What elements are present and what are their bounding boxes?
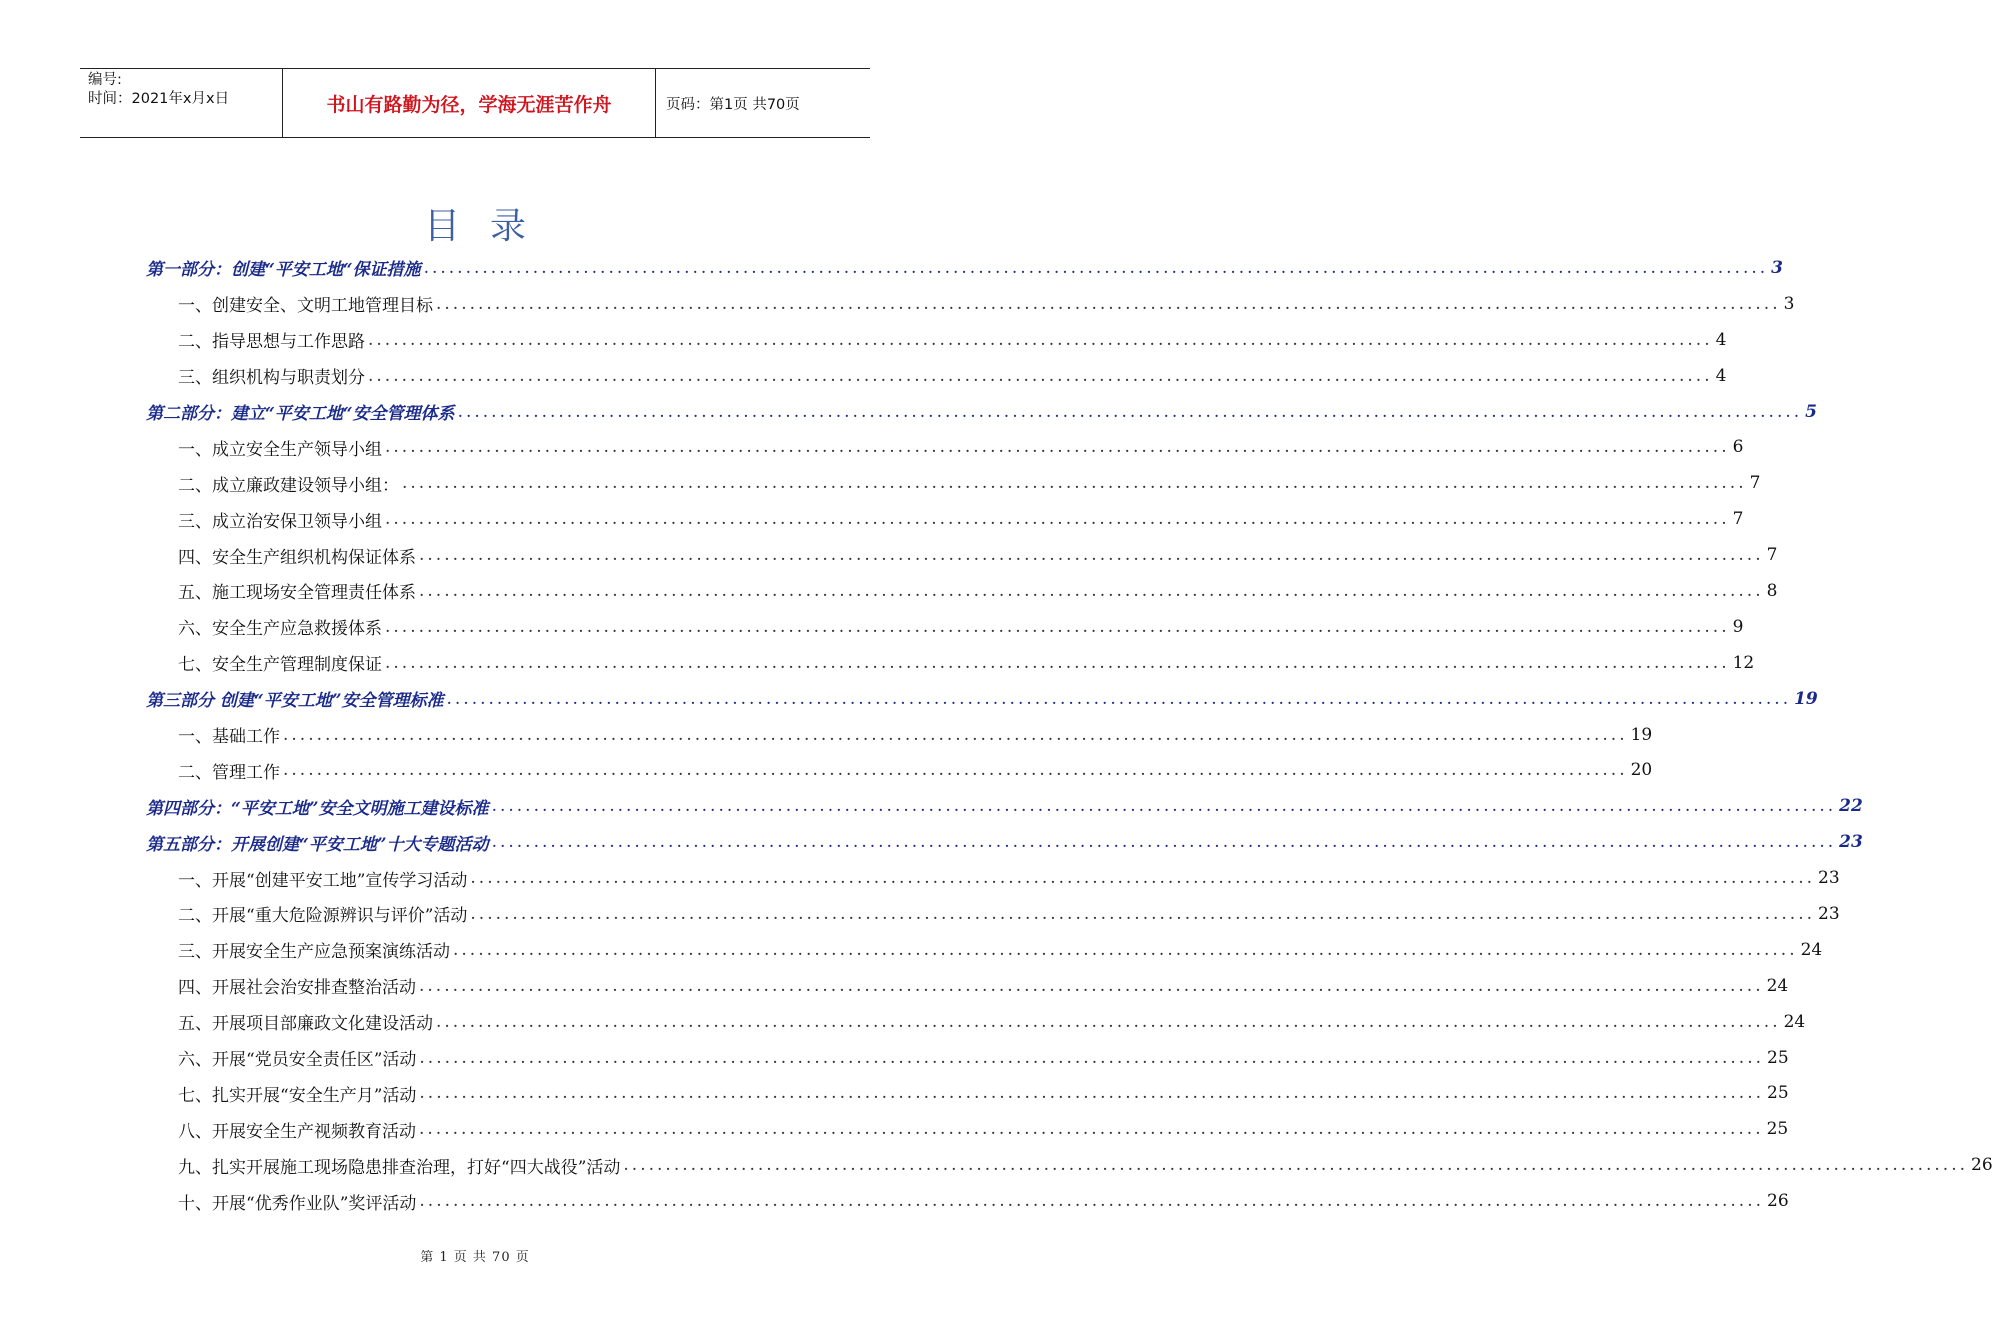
toc-section-entry[interactable] — [146, 1147, 1993, 1183]
toc-page-number: 4 — [1715, 329, 1727, 350]
toc-section-entry[interactable] — [146, 429, 1744, 465]
toc-section-entry[interactable] — [146, 1111, 1789, 1147]
toc-section-entry[interactable] — [146, 968, 1789, 1004]
toc-section-entry[interactable] — [146, 358, 1727, 394]
toc-dot-leader: ................................................................................................................................................................ — [283, 724, 1628, 745]
toc-dot-leader: ................................................................................................................................................................ — [491, 832, 1837, 853]
toc-page-number: 8 — [1766, 580, 1778, 601]
toc-section-entry[interactable] — [146, 465, 1761, 501]
toc-dot-leader: ................................................................................................................................................................ — [385, 509, 1730, 530]
toc-entry-label: 八、开展安全生产视频教育活动 — [178, 1121, 416, 1142]
toc-part-entry[interactable] — [146, 681, 1818, 717]
toc-section-entry[interactable] — [146, 322, 1727, 358]
toc-section-entry[interactable] — [146, 932, 1823, 968]
toc-dot-leader: ................................................................................................................................................................ — [283, 760, 1628, 781]
toc-entry-label: 四、开展社会治安排查整治活动 — [178, 978, 416, 999]
header-meta — [80, 69, 282, 137]
toc-section-entry[interactable] — [146, 501, 1744, 537]
document-date: 时间：2021年x月x日 — [88, 91, 230, 107]
toc-page-number: 9 — [1732, 616, 1744, 637]
toc-dot-leader: ................................................................................................................................................................ — [368, 329, 1713, 350]
toc-part-entry[interactable] — [146, 824, 1863, 860]
toc-dot-leader: ................................................................................................................................................................ — [623, 1155, 1968, 1176]
toc-entry-label: 一、成立安全生产领导小组 — [178, 439, 382, 460]
toc-entry-label: 六、安全生产应急救援体系 — [178, 619, 382, 640]
toc-dot-leader: ................................................................................................................................................................ — [385, 437, 1730, 458]
toc-entry-label: 三、开展安全生产应急预案演练活动 — [178, 942, 450, 963]
toc-page-number: 23 — [1818, 903, 1840, 924]
toc-section-entry[interactable] — [146, 1183, 1789, 1219]
toc-part-entry[interactable] — [146, 788, 1863, 824]
toc-page-number: 26 — [1971, 1155, 1993, 1176]
toc-dot-leader: ................................................................................................................................................................ — [385, 616, 1730, 637]
toc-section-entry[interactable] — [146, 286, 1795, 322]
toc-entry-label: 第一部分：创建“平安工地“保证措施 — [146, 260, 421, 281]
toc-section-entry[interactable] — [146, 537, 1778, 573]
toc-dot-leader: ................................................................................................................................................................ — [457, 401, 1803, 422]
toc-dot-leader: ................................................................................................................................................................ — [402, 473, 1747, 494]
toc-entry-label: 二、指导思想与工作思路 — [178, 332, 365, 353]
toc-dot-leader: ................................................................................................................................................................ — [419, 1191, 1764, 1212]
toc-dot-leader: ................................................................................................................................................................ — [419, 580, 1764, 601]
toc-page-number: 19 — [1630, 724, 1653, 745]
toc-page-number: 24 — [1800, 939, 1823, 960]
toc-section-entry[interactable] — [146, 752, 1653, 788]
toc-section-entry[interactable] — [146, 896, 1840, 932]
toc-dot-leader: ................................................................................................................................................................ — [446, 688, 1792, 709]
toc-dot-leader: ................................................................................................................................................................ — [385, 652, 1730, 673]
toc-section-entry[interactable] — [146, 573, 1778, 609]
toc-section-entry[interactable] — [146, 1075, 1789, 1111]
toc-section-entry[interactable] — [146, 609, 1744, 645]
toc-section-entry[interactable] — [146, 1004, 1806, 1040]
toc-dot-leader: ................................................................................................................................................................ — [419, 1083, 1764, 1104]
toc-dot-leader: ................................................................................................................................................................ — [470, 903, 1815, 924]
toc-entry-label: 一、创建安全、文明工地管理目标 — [178, 296, 433, 317]
header-page-info: 页码：第1页 共70页 — [666, 96, 800, 113]
toc-page-number: 24 — [1783, 1011, 1806, 1032]
toc-dot-leader: ................................................................................................................................................................ — [491, 796, 1837, 817]
toc-dot-leader: ................................................................................................................................................................ — [419, 545, 1764, 566]
page-header — [80, 68, 870, 138]
header-motto: 书山有路勤为径，学海无涯苦作舟 — [282, 69, 656, 137]
toc-entry-label: 十、开展“优秀作业队”奖评活动 — [178, 1193, 417, 1214]
toc-dot-leader: ................................................................................................................................................................ — [436, 1011, 1781, 1032]
toc-page-number: 23 — [1839, 832, 1863, 853]
toc-dot-leader: ................................................................................................................................................................ — [470, 868, 1815, 889]
toc-page-number: 12 — [1732, 652, 1755, 673]
toc-section-entry[interactable] — [146, 1040, 1789, 1076]
toc-page-number: 24 — [1766, 975, 1789, 996]
toc-page-number: 7 — [1749, 473, 1761, 494]
toc-page-number: 23 — [1818, 868, 1840, 889]
toc-page-number: 6 — [1732, 437, 1744, 458]
toc-part-entry[interactable] — [146, 250, 1784, 286]
toc-page-number: 19 — [1794, 688, 1818, 709]
toc-entry-label: 一、基础工作 — [178, 727, 280, 748]
toc-entry-label: 一、开展“创建平安工地”宣传学习活动 — [178, 870, 468, 891]
table-of-contents — [146, 250, 1993, 1219]
toc-entry-label: 六、开展“党员安全责任区”活动 — [178, 1050, 417, 1071]
toc-section-entry[interactable] — [146, 860, 1840, 896]
toc-dot-leader: ................................................................................................................................................................ — [368, 365, 1713, 386]
toc-page-number: 22 — [1839, 796, 1863, 817]
toc-dot-leader: ................................................................................................................................................................ — [419, 1047, 1764, 1068]
toc-dot-leader: ................................................................................................................................................................ — [419, 975, 1764, 996]
toc-entry-label: 第三部分 创建“平安工地”安全管理标准 — [146, 691, 444, 712]
toc-entry-label: 第五部分：开展创建“平安工地”十大专题活动 — [146, 834, 489, 855]
toc-entry-label: 五、施工现场安全管理责任体系 — [178, 583, 416, 604]
toc-part-entry[interactable] — [146, 394, 1818, 430]
toc-page-number: 3 — [1783, 293, 1795, 314]
toc-entry-label: 三、成立治安保卫领导小组 — [178, 511, 382, 532]
toc-entry-label: 九、扎实开展施工现场隐患排查治理，打好“四大战役”活动 — [178, 1157, 621, 1178]
toc-page-number: 26 — [1767, 1191, 1789, 1212]
toc-entry-label: 二、开展“重大危险源辨识与评价”活动 — [178, 906, 468, 927]
toc-page-number: 5 — [1805, 401, 1818, 422]
toc-page-number: 25 — [1766, 1119, 1789, 1140]
toc-page-number: 25 — [1767, 1047, 1789, 1068]
toc-page-number: 7 — [1732, 509, 1744, 530]
toc-entry-label: 二、管理工作 — [178, 762, 280, 783]
toc-dot-leader: ................................................................................................................................................................ — [423, 257, 1769, 278]
toc-entry-label: 第二部分：建立“平安工地“安全管理体系 — [146, 404, 455, 424]
toc-page-number: 25 — [1767, 1083, 1789, 1104]
toc-entry-label: 二、成立廉政建设领导小组： — [178, 475, 399, 496]
toc-dot-leader: ................................................................................................................................................................ — [436, 293, 1781, 314]
document-number-label: 编号: — [88, 72, 122, 88]
toc-entry-label: 七、扎实开展“安全生产月”活动 — [178, 1085, 417, 1106]
page-footer: 第 1 页 共 70 页 — [420, 1250, 530, 1265]
toc-section-entry[interactable] — [146, 717, 1653, 753]
toc-entry-label: 四、安全生产组织机构保证体系 — [178, 547, 416, 568]
toc-entry-label: 第四部分：“平安工地”安全文明施工建设标准 — [146, 798, 489, 819]
toc-dot-leader: ................................................................................................................................................................ — [453, 939, 1798, 960]
toc-dot-leader: ................................................................................................................................................................ — [419, 1119, 1764, 1140]
toc-entry-label: 七、安全生产管理制度保证 — [178, 655, 382, 676]
toc-page-number: 20 — [1630, 760, 1653, 781]
toc-page-number: 7 — [1766, 545, 1778, 566]
toc-entry-label: 五、开展项目部廉政文化建设活动 — [178, 1014, 433, 1035]
toc-section-entry[interactable] — [146, 645, 1755, 681]
toc-page-number: 3 — [1771, 257, 1784, 278]
toc-entry-label: 三、组织机构与职责划分 — [178, 368, 365, 389]
toc-title: 目录 — [423, 206, 556, 247]
toc-page-number: 4 — [1715, 365, 1727, 386]
